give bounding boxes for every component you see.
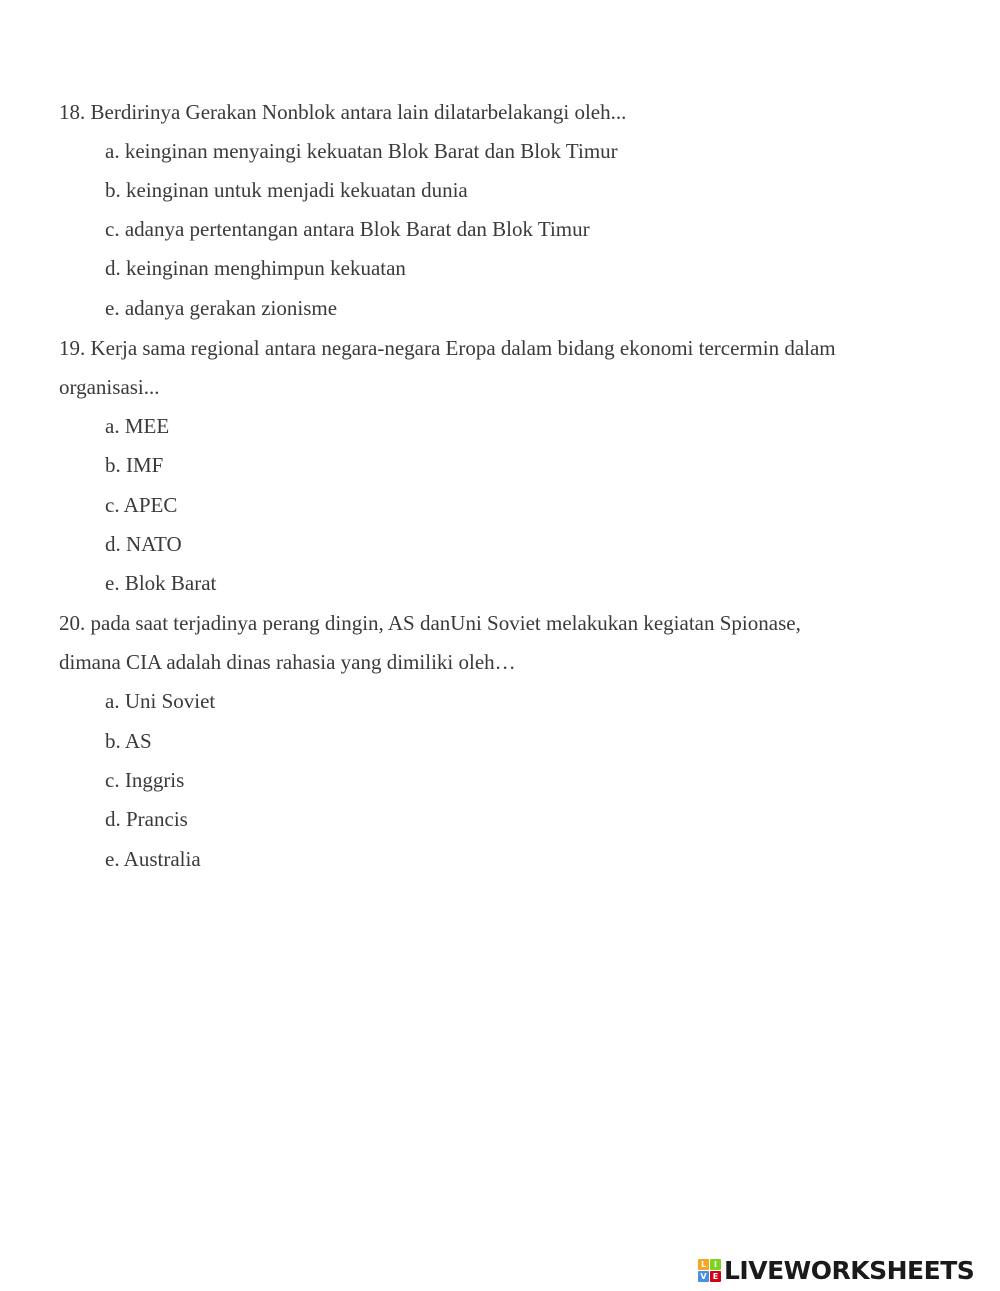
question-19-option-d: d. NATO (105, 532, 182, 556)
logo-tile-e: E (710, 1271, 721, 1282)
liveworksheets-logo[interactable] (698, 1255, 974, 1285)
liveworksheets-logo-icon (698, 1259, 721, 1282)
question-20-option-d: d. Prancis (105, 807, 188, 831)
logo-tile-l: L (698, 1259, 709, 1270)
question-18-text: 18. Berdirinya Gerakan Nonblok antara lain dilatarbelakangi oleh... (59, 100, 627, 124)
question-19-option-a: a. MEE (105, 414, 170, 438)
question-18-option-e: e. adanya gerakan zionisme (105, 296, 338, 320)
logo-tile-v: V (698, 1271, 709, 1282)
question-20-option-b: b. AS (105, 729, 152, 753)
question-20-option-a: a. Uni Soviet (105, 689, 216, 713)
logo-tile-i: I (710, 1259, 721, 1270)
question-19-text-line-2: organisasi... (59, 375, 160, 399)
question-18-option-a: a. keinginan menyaingi kekuatan Blok Barat dan Blok Timur (105, 139, 618, 163)
question-20-text-line-1: 20. pada saat terjadinya perang dingin, AS danUni Soviet melakukan kegiatan Spionase, (59, 611, 801, 635)
question-20-option-c: c. Inggris (105, 768, 185, 792)
question-19-option-c: c. APEC (105, 493, 178, 517)
question-20-text-line-2: dimana CIA adalah dinas rahasia yang dimiliki oleh… (59, 650, 516, 674)
question-19-option-e: e. Blok Barat (105, 571, 217, 595)
question-20-option-e: e. Australia (105, 847, 201, 871)
question-19-text-line-1: 19. Kerja sama regional antara negara-negara Eropa dalam bidang ekonomi tercermin dalam (59, 336, 836, 360)
question-18-option-d: d. keinginan menghimpun kekuatan (105, 256, 406, 280)
question-18-option-b: b. keinginan untuk menjadi kekuatan dunia (105, 178, 468, 202)
question-19-option-b: b. IMF (105, 453, 164, 477)
liveworksheets-logo-text: LIVEWORKSHEETS (724, 1255, 975, 1285)
question-18-option-c: c. adanya pertentangan antara Blok Barat dan Blok Timur (105, 217, 590, 241)
